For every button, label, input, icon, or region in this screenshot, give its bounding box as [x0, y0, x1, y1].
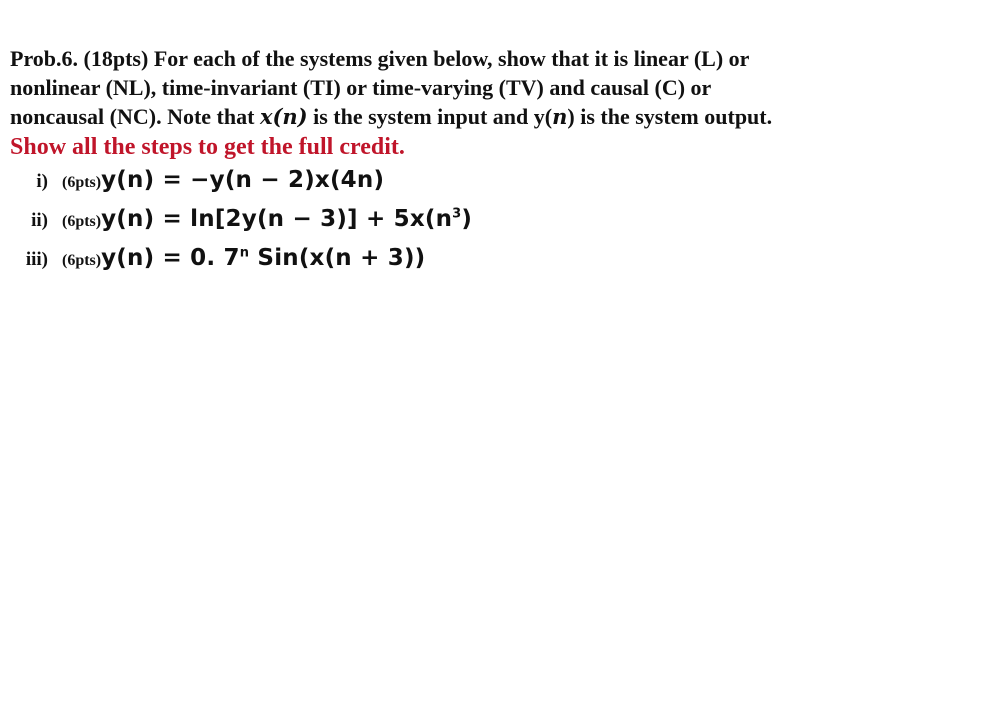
- system-item-ii: [10, 206, 995, 245]
- statement-line-1: Prob.6. (18pts) For each of the systems given below, show that it is linear (L) or: [10, 46, 750, 71]
- statement-line-2: nonlinear (NL), time-invariant (TI) or time-varying (TV) and causal (C) or: [10, 75, 712, 100]
- item-equation: [101, 206, 472, 232]
- equation-superscript: n: [239, 245, 250, 261]
- equation-end: ): [461, 206, 473, 232]
- equation-main: y(n) = 0. 7: [101, 245, 240, 271]
- item-points: (6pts): [62, 213, 102, 230]
- input-signal-symbol: x(n): [259, 104, 308, 129]
- item-numeral: i): [36, 171, 48, 192]
- problem-statement: [10, 44, 995, 131]
- statement-line-3-part-a: noncausal (NC). Note that: [10, 104, 260, 129]
- statement-line-3: [10, 102, 995, 131]
- statement-line-3-part-c: ) is the system output.: [567, 104, 773, 129]
- equation-main: y(n) = ln[2y(n − 3)] + 5x(n: [101, 206, 453, 232]
- system-item-iii: [10, 245, 995, 284]
- credit-instruction: Show all the steps to get the full credit.: [10, 134, 405, 160]
- problem-document: [10, 44, 995, 284]
- item-points: (6pts): [62, 252, 102, 269]
- output-index-symbol: n: [552, 104, 568, 129]
- item-numeral: ii): [31, 210, 48, 231]
- item-points: (6pts): [62, 174, 102, 191]
- system-list: [10, 167, 995, 284]
- item-equation: y(n) = −y(n − 2)x(4n): [101, 167, 385, 193]
- item-equation: [101, 245, 425, 271]
- system-item-i: [10, 167, 995, 206]
- equation-superscript: 3: [452, 206, 462, 222]
- statement-line-3-part-b: is the system input and y(: [307, 104, 553, 129]
- item-numeral: iii): [25, 249, 48, 270]
- equation-end: Sin(x(n + 3)): [249, 245, 426, 271]
